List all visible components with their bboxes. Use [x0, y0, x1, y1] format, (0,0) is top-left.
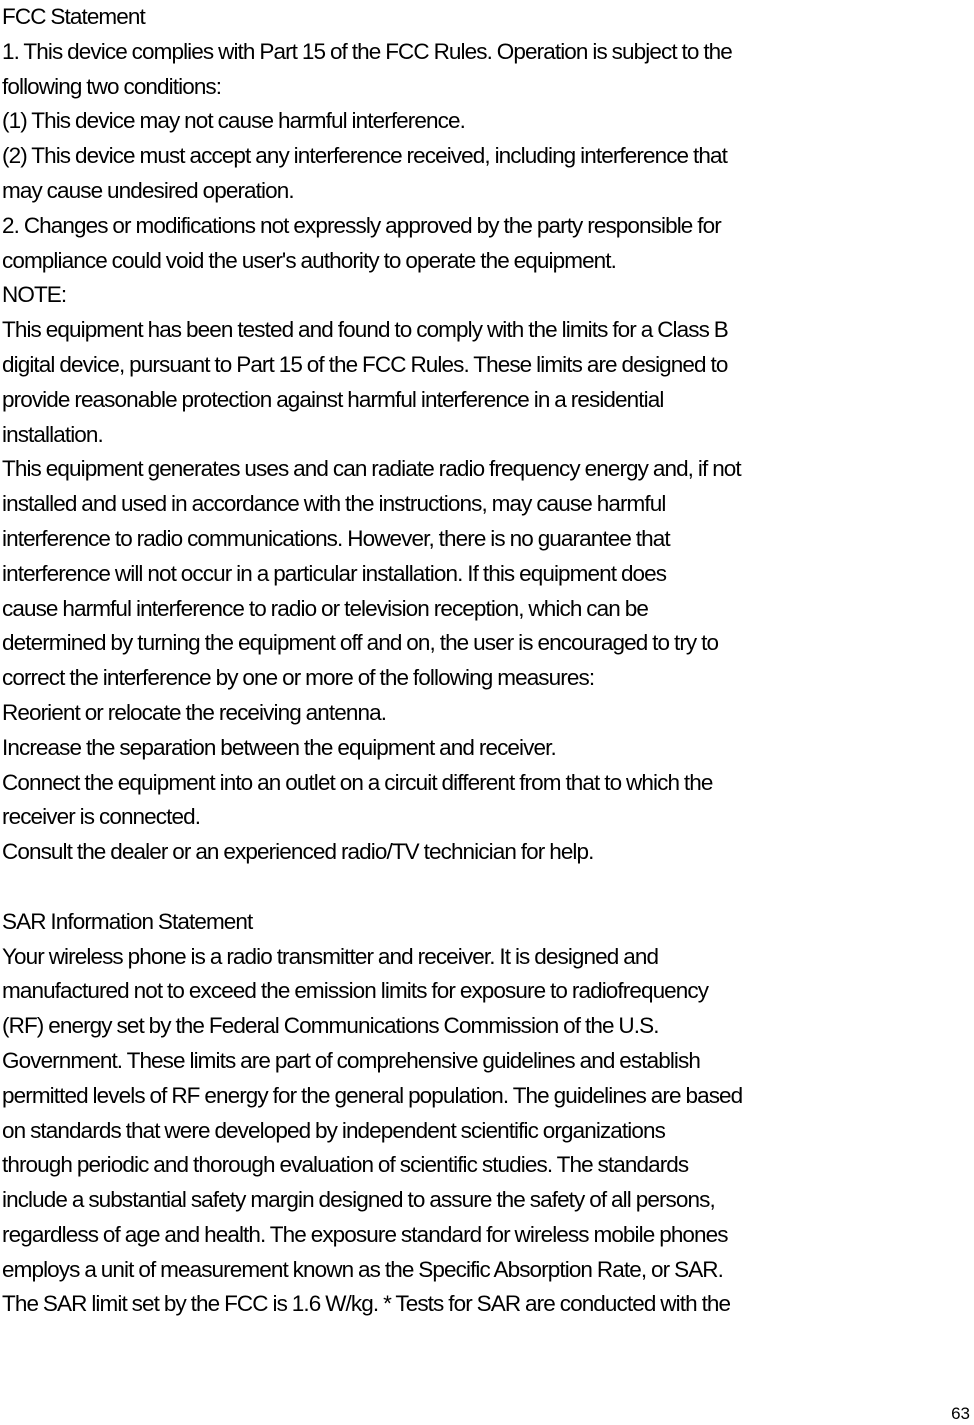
fcc-text-line: may cause undesired operation.: [2, 177, 294, 203]
fcc-measure-line: Consult the dealer or an experienced radio/TV technician for help.: [2, 839, 594, 865]
fcc-text-line: (2) This device must accept any interference received, including interference that: [2, 143, 727, 169]
sar-text-line: The SAR limit set by the FCC is 1.6 W/kg. * Tests for SAR are conducted with the: [2, 1291, 731, 1317]
sar-statement-title: SAR Information Statement: [2, 908, 253, 934]
fcc-note-label: NOTE:: [2, 282, 67, 308]
fcc-text-line: This equipment has been tested and found to comply with the limits for a Class B: [2, 317, 728, 343]
fcc-measure-line: Reorient or relocate the receiving antenna.: [2, 699, 387, 725]
sar-text-line: on standards that were developed by independent scientific organizations: [2, 1117, 665, 1143]
sar-text-line: (RF) energy set by the Federal Communications Commission of the U.S.: [2, 1013, 659, 1039]
document-body: [2, 0, 970, 1322]
fcc-text-line: cause harmful interference to radio or television reception, which can be: [2, 595, 648, 621]
fcc-measure-line: Increase the separation between the equipment and receiver.: [2, 734, 556, 760]
section-spacer: [2, 870, 970, 905]
fcc-measure-line: receiver is connected.: [2, 804, 201, 830]
sar-text-line: through periodic and thorough evaluation of scientific studies. The standards: [2, 1152, 689, 1178]
sar-text-line: include a substantial safety margin designed to assure the safety of all persons,: [2, 1187, 715, 1213]
sar-text-line: manufactured not to exceed the emission limits for exposure to radiofrequency: [2, 978, 709, 1004]
fcc-text-line: determined by turning the equipment off and on, the user is encouraged to try to: [2, 630, 719, 656]
fcc-text-line: interference will not occur in a particular installation. If this equipment does: [2, 560, 667, 586]
page-number: 63: [951, 1404, 970, 1423]
fcc-text-line: (1) This device may not cause harmful interference.: [2, 108, 465, 134]
fcc-statement-title: FCC Statement: [2, 4, 145, 29]
fcc-statement-section: [2, 0, 970, 870]
sar-text-line: regardless of age and health. The exposure standard for wireless mobile phones: [2, 1221, 728, 1247]
fcc-text-line: correct the interference by one or more of the following measures:: [2, 665, 595, 691]
sar-statement-section: [2, 905, 970, 1323]
fcc-text-line: installed and used in accordance with the instructions, may cause harmful: [2, 491, 666, 517]
sar-text-line: employs a unit of measurement known as the Specific Absorption Rate, or SAR.: [2, 1256, 723, 1282]
fcc-text-line: 1. This device complies with Part 15 of the FCC Rules. Operation is subject to the: [2, 38, 732, 64]
fcc-measure-line: Connect the equipment into an outlet on a circuit different from that to which the: [2, 769, 713, 795]
fcc-text-line: compliance could void the user's authority to operate the equipment.: [2, 247, 617, 273]
fcc-text-line: 2. Changes or modifications not expressly approved by the party responsible for: [2, 212, 721, 238]
sar-text-line: permitted levels of RF energy for the general population. The guidelines are based: [2, 1082, 743, 1108]
fcc-text-line: This equipment generates uses and can radiate radio frequency energy and, if not: [2, 456, 741, 482]
fcc-text-line: installation.: [2, 421, 103, 447]
fcc-text-line: following two conditions:: [2, 73, 222, 99]
fcc-text-line: provide reasonable protection against harmful interference in a residential: [2, 386, 664, 412]
sar-text-line: Your wireless phone is a radio transmitter and receiver. It is designed and: [2, 943, 659, 969]
fcc-text-line: interference to radio communications. However, there is no guarantee that: [2, 525, 670, 551]
fcc-text-line: digital device, pursuant to Part 15 of the FCC Rules. These limits are designed to: [2, 351, 728, 377]
sar-text-line: Government. These limits are part of comprehensive guidelines and establish: [2, 1047, 700, 1073]
